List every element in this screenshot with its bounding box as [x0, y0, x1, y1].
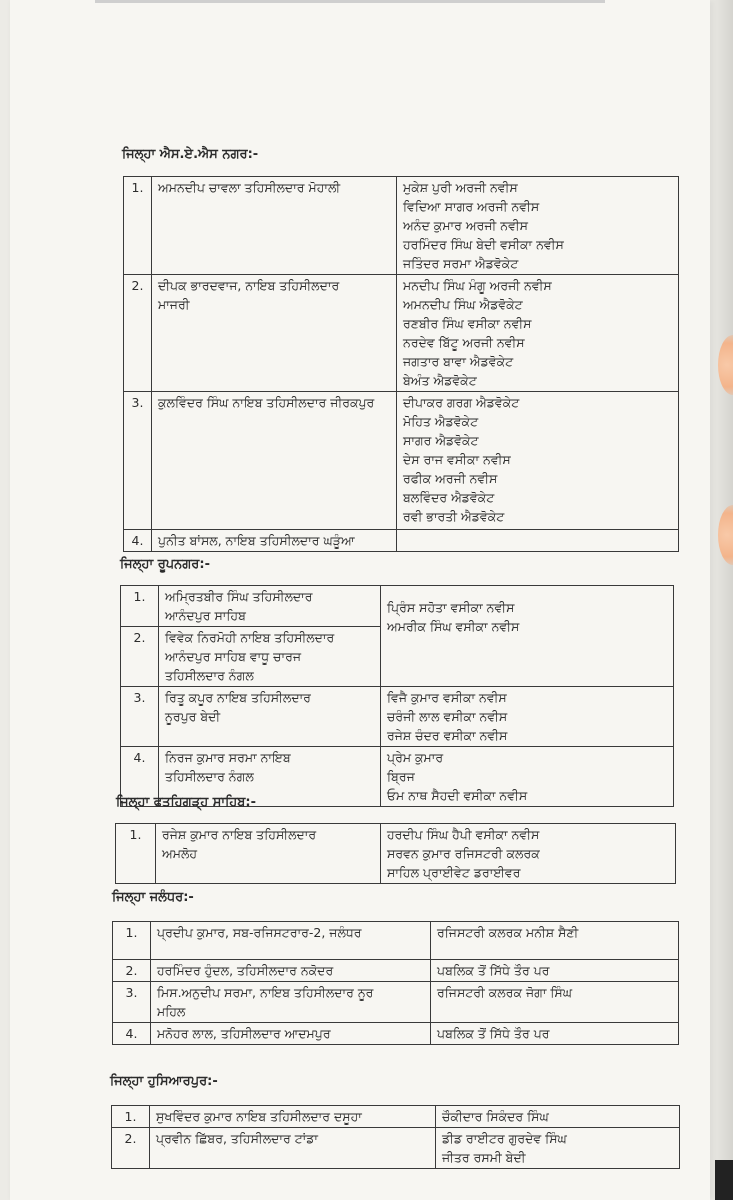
row-number: 1. — [113, 922, 151, 960]
row-number: 1. — [116, 824, 156, 884]
person-line: ਹਰਮਿੰਦਰ ਸਿੰਘ ਬੇਦੀ ਵਸੀਕਾ ਨਵੀਸ — [403, 237, 564, 252]
person-line: ਅਨੰਦ ਕੁਮਾਰ ਅਰਜੀ ਨਵੀਸ — [403, 218, 528, 233]
officer-line: ਕੁਲਵਿੰਦਰ ਸਿੰਘ ਨਾਇਬ ਤਹਿਸੀਲਦਾਰ ਜੀਰਕਪੁਰ — [158, 395, 375, 410]
persons-cell — [431, 1023, 679, 1045]
person-line: ਜੀਤਰ ਰਸਮੀ ਬੇਦੀ — [442, 1150, 526, 1165]
row-number: 1. — [121, 586, 159, 627]
officer-cell — [152, 177, 397, 275]
officer-line: ਆਨੰਦਪੁਰ ਸਾਹਿਬ ਵਾਧੂ ਚਾਰਜ — [165, 649, 302, 664]
person-line: ਪਬਲਿਕ ਤੋਂ ਸਿੱਧੇ ਤੌਰ ਪਰ — [437, 1026, 550, 1041]
officer-line: ਆਨੰਦਪੁਰ ਸਾਹਿਬ — [165, 608, 246, 623]
person-line: ਰਜਿਸਟਰੀ ਕਲਰਕ ਮਨੀਸ਼ ਸੈਣੀ — [437, 925, 579, 940]
persons-cell — [436, 1128, 680, 1169]
table-row — [113, 922, 679, 960]
persons-cell — [397, 275, 679, 392]
officer-cell — [156, 824, 381, 884]
row-number: 3. — [113, 982, 151, 1023]
officer-line: ਹਰਮਿੰਦਰ ਹੁੰਦਲ, ਤਹਿਸੀਲਦਾਰ ਨਕੋਦਰ — [157, 963, 334, 978]
table-row — [124, 177, 679, 275]
officer-cell — [151, 922, 431, 960]
officer-cell — [152, 275, 397, 392]
table-row — [121, 687, 674, 747]
person-line: ਬਲਵਿੰਦਰ ਐਡਵੋਕੇਟ — [403, 490, 495, 505]
row-number: 4. — [121, 747, 159, 807]
section-heading-hoshiarpur: ਜਿਲ੍ਹਾ ਹੁਸਿਆਰਪੁਰ:- — [110, 1074, 218, 1089]
officer-line: ਦੀਪਕ ਭਾਰਦਵਾਜ, ਨਾਇਬ ਤਹਿਸੀਲਦਾਰ — [158, 278, 340, 293]
row-number: 2. — [113, 960, 151, 982]
persons-cell — [397, 177, 679, 275]
person-line: ਰਵੀ ਭਾਰਤੀ ਐਡਵੋਕੇਟ — [403, 509, 505, 524]
person-line: ਰਫੀਕ ਅਰਜੀ ਨਵੀਸ — [403, 471, 498, 486]
person-line: ਪ੍ਰੇਮ ਕੁਮਾਰ — [387, 750, 444, 765]
table-row — [121, 586, 674, 627]
officer-line: ਸੁਖਵਿੰਦਰ ਕੁਮਾਰ ਨਾਇਬ ਤਹਿਸੀਲਦਾਰ ਦਸੂਹਾ — [156, 1109, 362, 1124]
person-line: ਅਮਰੀਕ ਸਿੰਘ ਵਸੀਕਾ ਨਵੀਸ — [387, 619, 520, 634]
person-line: ਸਰਵਨ ਕੁਮਾਰ ਰਜਿਸਟਰੀ ਕਲਰਕ — [387, 846, 540, 861]
officer-cell — [152, 392, 397, 530]
person-line: ਹਰਦੀਪ ਸਿੰਘ ਹੈਪੀ ਵਸੀਕਾ ਨਵੀਸ — [387, 827, 540, 842]
person-line: ਜਗਤਾਰ ਬਾਵਾ ਐਡਵੋਕੇਟ — [403, 354, 514, 369]
person-line: ਬ੍ਰਿਜ — [387, 769, 415, 784]
persons-cell — [381, 747, 674, 807]
officer-line: ਅਮ੍ਰਿਤਬੀਰ ਸਿੰਘ ਤਹਿਸੀਲਦਾਰ — [165, 589, 313, 604]
officer-line: ਮਿਸ.ਅਨੁਦੀਪ ਸਰਮਾ, ਨਾਇਬ ਤਹਿਸੀਲਦਾਰ ਨੂਰ — [157, 985, 374, 1000]
person-line: ਨਰਦੇਵ ਬਿੱਟੂ ਅਰਜੀ ਨਵੀਸ — [403, 335, 525, 350]
person-line: ਪਬਲਿਕ ਤੋਂ ਸਿੱਧੇ ਤੌਰ ਪਰ — [437, 963, 550, 978]
person-line: ਮੋਹਿਤ ਐਡਵੋਕੇਟ — [403, 414, 479, 429]
person-line: ਓਮ ਨਾਥ ਸੈਹਦੀ ਵਸੀਕਾ ਨਵੀਸ — [387, 788, 528, 803]
table-rupnagar — [120, 585, 674, 807]
officer-cell — [159, 627, 381, 687]
officer-line: ਪ੍ਰਦੀਪ ਕੁਮਾਰ, ਸਬ-ਰਜਿਸਟਰਾਰ-2, ਜਲੰਧਰ — [157, 925, 362, 940]
officer-line: ਪ੍ਰਵੀਨ ਛਿੱਬਰ, ਤਹਿਸੀਲਦਾਰ ਟਾਂਡਾ — [156, 1131, 318, 1146]
officer-line: ਪੁਨੀਤ ਬਾਂਸਲ, ਨਾਇਬ ਤਹਿਸੀਲਦਾਰ ਘੜੂੰਆ — [158, 533, 355, 548]
table-row — [113, 982, 679, 1023]
person-line: ਮੁਕੇਸ਼ ਪੁਰੀ ਅਰਜੀ ਨਵੀਸ — [403, 180, 518, 195]
table-hoshiarpur — [111, 1105, 680, 1169]
row-number: 3. — [121, 687, 159, 747]
persons-cell — [397, 392, 679, 530]
officer-cell — [151, 960, 431, 982]
officer-cell — [151, 982, 431, 1023]
officer-cell — [150, 1106, 436, 1128]
row-number: 2. — [112, 1128, 150, 1169]
table-jalandhar — [112, 921, 679, 1045]
officer-line: ਤਹਿਸੀਲਦਾਰ ਨੰਗਲ — [165, 668, 254, 683]
persons-cell — [381, 586, 674, 687]
section-heading-fatehgarh-sahib: ਜਿਲ੍ਹਾ ਫਤਹਿਗੜ੍ਹ ਸਾਹਿਬ:- — [116, 795, 256, 810]
persons-cell — [436, 1106, 680, 1128]
person-line: ਰਜੇਸ਼ ਚੰਦਰ ਵਸੀਕਾ ਨਵੀਸ — [387, 728, 508, 743]
table-row — [112, 1106, 680, 1128]
section-heading-jalandhar: ਜਿਲ੍ਹਾ ਜਲੰਧਰ:- — [112, 890, 194, 905]
top-edge-strip — [95, 0, 605, 3]
section-heading-sas-nagar: ਜਿਲ੍ਹਾ ਐਸ.ਏ.ਐਸ ਨਗਰ:- — [122, 147, 259, 162]
officer-line: ਮਨੋਹਰ ਲਾਲ, ਤਹਿਸੀਲਦਾਰ ਆਦਮਪੁਰ — [157, 1026, 331, 1041]
officer-line: ਨੂਰਪੁਰ ਬੇਦੀ — [165, 709, 221, 724]
table-row — [116, 824, 676, 884]
persons-cell — [431, 960, 679, 982]
officer-line: ਮਹਿਲ — [157, 1004, 186, 1019]
officer-cell — [150, 1128, 436, 1169]
row-number: 3. — [124, 392, 152, 530]
table-fatehgarh-sahib — [115, 823, 676, 884]
officer-line: ਅਮਲੋਹ — [162, 846, 198, 861]
officer-line: ਨਿਰਜ ਕੁਮਾਰ ਸਰਮਾ ਨਾਇਬ — [165, 750, 291, 765]
persons-cell — [397, 530, 679, 552]
officer-line: ਮਾਜਰੀ — [158, 297, 190, 312]
row-number: 4. — [113, 1023, 151, 1045]
person-line: ਬੇਅੰਤ ਐਡਵੋਕੇਟ — [403, 373, 477, 388]
table-row — [112, 1128, 680, 1169]
person-line: ਜਤਿੰਦਰ ਸਰਮਾ ਐਡਵੋਕੇਟ — [403, 256, 519, 271]
person-line: ਸਾਹਿਲ ਪ੍ਰਾਈਵੇਟ ਡਰਾਈਵਰ — [387, 865, 521, 880]
officer-cell — [159, 586, 381, 627]
table-row — [124, 392, 679, 530]
row-number: 1. — [124, 177, 152, 275]
row-number: 1. — [112, 1106, 150, 1128]
table-sas-nagar — [123, 176, 679, 552]
person-line: ਮਨਦੀਪ ਸਿੰਘ ਮੰਗੂ ਅਰਜੀ ਨਵੀਸ — [403, 278, 552, 293]
officer-cell — [151, 1023, 431, 1045]
persons-cell — [381, 687, 674, 747]
table-row — [124, 275, 679, 392]
person-line: ਪ੍ਰਿੰਸ ਸਹੋਤਾ ਵਸੀਕਾ ਨਵੀਸ — [387, 600, 515, 615]
persons-cell — [381, 824, 676, 884]
officer-line: ਵਿਵੇਕ ਨਿਰਮੋਹੀ ਨਾਇਬ ਤਹਿਸੀਲਦਾਰ — [165, 630, 335, 645]
person-line: ਵਿਜੈ ਕੁਮਾਰ ਵਸੀਕਾ ਨਵੀਸ — [387, 690, 507, 705]
person-line: ਚੌਕੀਦਾਰ ਸਿਕੰਦਰ ਸਿੰਘ — [442, 1109, 549, 1124]
person-line: ਡੀਡ ਰਾਈਟਰ ਗੁਰਦੇਵ ਸਿੰਘ — [442, 1131, 567, 1146]
dark-corner — [715, 1160, 733, 1200]
person-line: ਰਜਿਸਟਰੀ ਕਲਰਕ ਜੋਗਾ ਸਿੰਘ — [437, 985, 573, 1000]
persons-cell — [431, 922, 679, 960]
person-line: ਸਾਗਰ ਐਡਵੋਕੇਟ — [403, 433, 479, 448]
person-line: ਦੀਪਾਕਰ ਗਰਗ ਐਡਵੋਕੇਟ — [403, 395, 520, 410]
officer-cell — [152, 530, 397, 552]
person-line: ਚਰੰਜੀ ਲਾਲ ਵਸੀਕਾ ਨਵੀਸ — [387, 709, 508, 724]
table-row — [113, 960, 679, 982]
page-edge-shadow — [709, 0, 733, 1200]
section-heading-rupnagar: ਜਿਲ੍ਹਾ ਰੂਪਨਗਰ:- — [120, 557, 210, 572]
row-number: 4. — [124, 530, 152, 552]
table-row — [113, 1023, 679, 1045]
row-number: 2. — [121, 627, 159, 687]
officer-line: ਤਹਿਸੀਲਦਾਰ ਨੰਗਲ — [165, 769, 254, 784]
officer-line: ਅਮਨਦੀਪ ਚਾਵਲਾ ਤਹਿਸੀਲਦਾਰ ਮੋਹਾਲੀ — [158, 180, 341, 195]
person-line: ਵਿਦਿਆ ਸਾਗਰ ਅਰਜੀ ਨਵੀਸ — [403, 199, 540, 214]
persons-cell — [431, 982, 679, 1023]
person-line: ਦੇਸ ਰਾਜ ਵਸੀਕਾ ਨਵੀਸ — [403, 452, 511, 467]
officer-line: ਰਿਤੂ ਕਪੂਰ ਨਾਇਬ ਤਹਿਸੀਲਦਾਰ — [165, 690, 311, 705]
table-row — [124, 530, 679, 552]
row-number: 2. — [124, 275, 152, 392]
officer-cell — [159, 687, 381, 747]
officer-line: ਰਜੇਸ਼ ਕੁਮਾਰ ਨਾਇਬ ਤਹਿਸੀਲਦਾਰ — [162, 827, 317, 842]
person-line: ਅਮਨਦੀਪ ਸਿੰਘ ਐਡਵੋਕੇਟ — [403, 297, 523, 312]
person-line: ਰਣਬੀਰ ਸਿੰਘ ਵਸੀਕਾ ਨਵੀਸ — [403, 316, 532, 331]
